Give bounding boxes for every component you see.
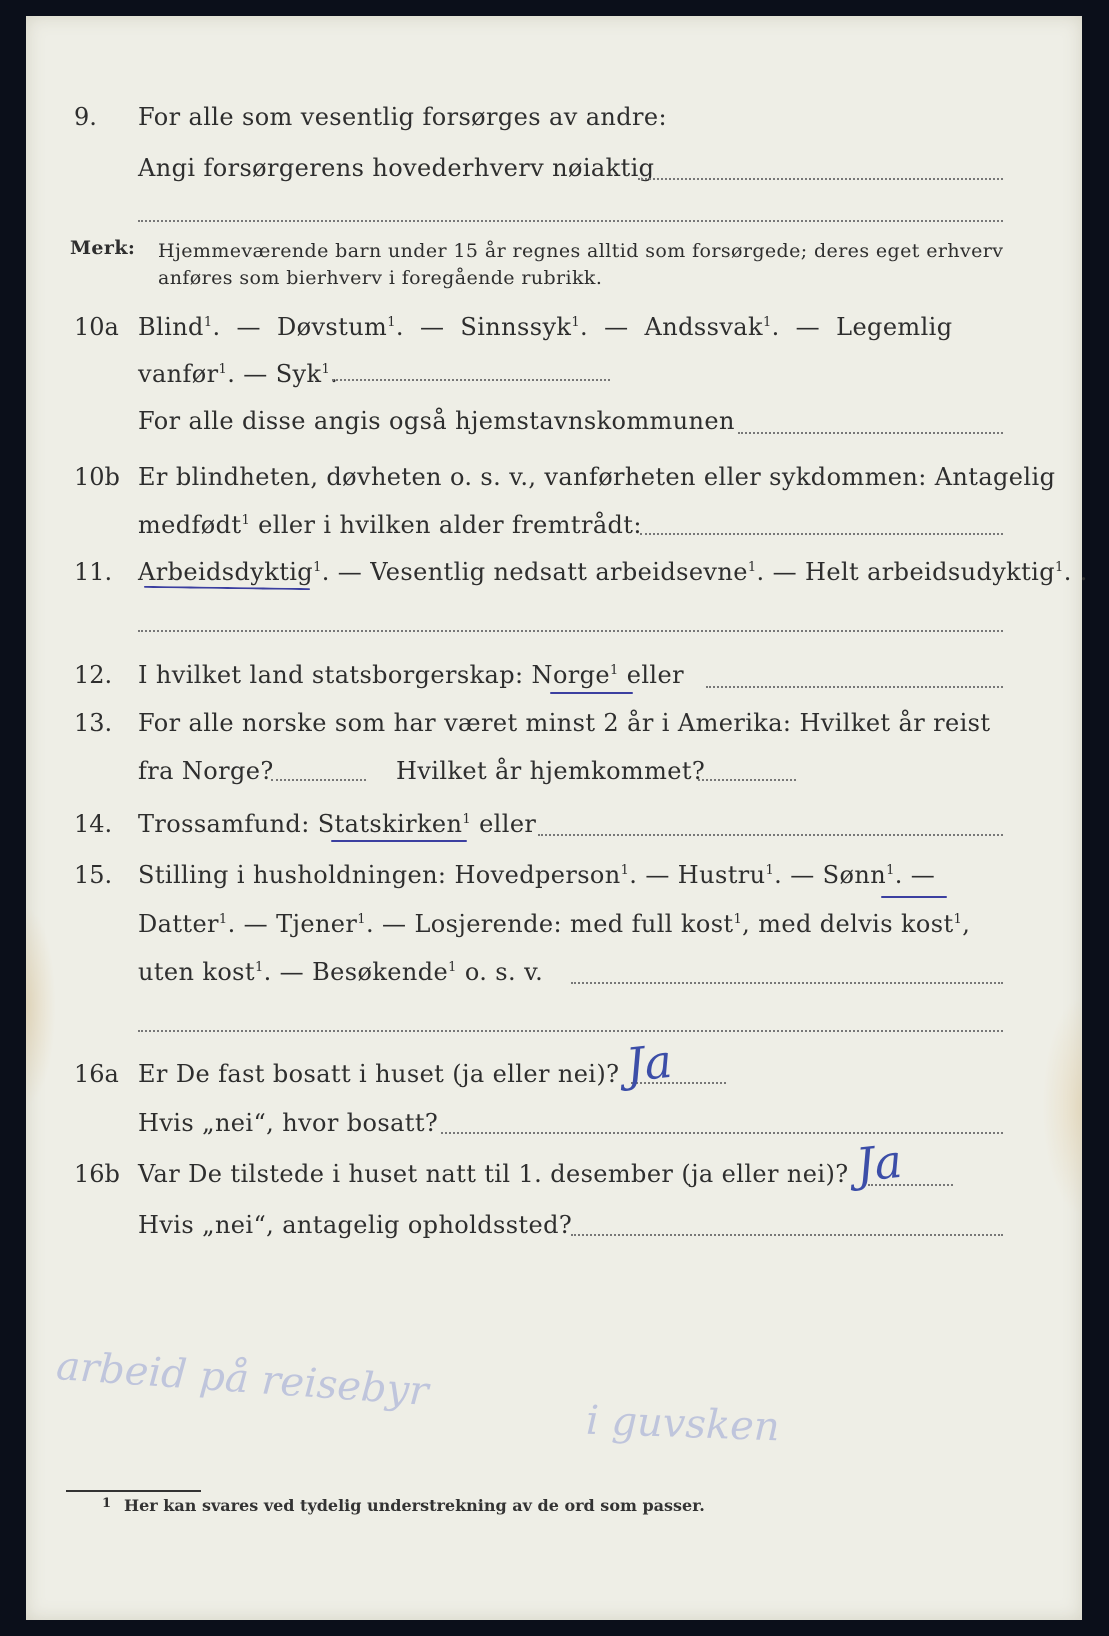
q16a-line1: Er De fast bosatt i huset (ja eller nei)? [138,1060,620,1088]
paper-stain-right [1042,996,1082,1216]
footnote-marker: 1 [102,1496,112,1511]
question-number-10a: 10a [74,313,119,341]
q12-line1: I hvilket land statsborgerskap: Norge$^1$ eller [138,661,684,689]
q10a-answer-field[interactable] [332,379,610,381]
q11-answer-field[interactable] [138,630,1003,632]
bleedthrough-handwriting-1: arbeid på reisebyr [54,1343,430,1415]
q13-line2a: fra Norge? [138,757,274,785]
q10b-line1: Er blindheten, døvheten o. s. v., vanførheten eller sykdommen: Antagelig [138,463,1056,491]
footnote-rule [66,1490,201,1492]
paper-stain-left [26,906,56,1106]
question-number-15: 15. [74,861,113,889]
question-number-9: 9. [74,103,97,131]
q16a-bosatt-field[interactable] [441,1132,1003,1134]
q9-line1: For alle som vesentlig forsørges av andre: [138,103,668,131]
q9-line2: Angi forsørgerens hovederhverv nøiaktig [138,154,655,182]
q11-line1: Arbeidsdyktig$^1$. — Vesentlig nedsatt arbeidsevne$^1$. — Helt arbeidsudyktig$^1$. . [138,558,1088,586]
q10a-hjemstavn-field[interactable] [738,432,1003,434]
question-number-16b: 16b [74,1160,120,1188]
q13-reist-field[interactable] [271,779,366,781]
note-line2: anføres som bierhverv i foregående rubrikk. [158,267,603,289]
q16b-line1: Var De tilstede i huset natt til 1. desember (ja eller nei)? [138,1160,849,1188]
q13-line1: For alle norske som har været minst 2 år i Amerika: Hvilket år reist [138,709,991,737]
underline-statskirken [331,840,467,842]
q10b-answer-field[interactable] [640,533,1003,535]
q10b-line2: medfødt$^1$ eller i hvilken alder fremtrådt: [138,511,642,539]
question-number-11: 11. [74,558,113,586]
q10a-line3: For alle disse angis også hjemstavnskommunen [138,407,735,435]
q10a-line2: vanfør$^1$. — Syk$^1$. [138,360,339,388]
bleedthrough-handwriting-2: i guvsken [585,1397,781,1451]
q16b-handwritten-answer: Ja [853,1133,905,1193]
q16a-line2: Hvis „nei“, hvor bosatt? [138,1109,439,1137]
underline-norge [550,692,633,694]
question-number-13: 13. [74,709,113,737]
q14-line1: Trossamfund: Statskirken$^1$ eller [138,810,537,838]
question-number-14: 14. [74,810,113,838]
q12-answer-field[interactable] [706,686,1003,688]
q15-answer-field-2[interactable] [138,1030,1003,1032]
q14-answer-field[interactable] [538,834,1003,836]
q16a-handwritten-answer: Ja [623,1033,675,1093]
q15-answer-field[interactable] [571,982,1003,984]
q9-answer-field-2[interactable] [138,220,1003,222]
q15-line1: Stilling i husholdningen: Hovedperson$^1$. — Hustru$^1$. — Sønn$^1$. — [138,861,936,889]
q10a-line1: Blind$^1$. — Døvstum$^1$. — Sinnssyk$^1$. — Andssvak$^1$. — Legemlig [138,313,953,341]
footnote-text: Her kan svares ved tydelig understrekning av de ord som passer. [124,1496,705,1515]
underline-sonn [881,896,947,898]
q15-line3: uten kost$^1$. — Besøkende$^1$ o. s. v. [138,958,544,986]
q16b-opphold-field[interactable] [571,1234,1003,1236]
note-line1: Hjemmeværende barn under 15 år regnes alltid som forsørgede; deres eget erhverv [158,240,1004,262]
q13-hjemkommet-field[interactable] [698,779,796,781]
question-number-10b: 10b [74,463,120,491]
q9-answer-field[interactable] [638,178,1003,180]
census-form-page [26,16,1088,1620]
q15-line2: Datter$^1$. — Tjener$^1$. — Losjerende: med full kost$^1$, med delvis kost$^1$, [138,910,971,938]
q16b-line2: Hvis „nei“, antagelig opholdssted? [138,1211,573,1239]
question-number-16a: 16a [74,1060,119,1088]
note-label: Merk: [70,237,136,259]
question-number-12: 12. [74,661,113,689]
q13-line2b: Hvilket år hjemkommet? [396,757,706,785]
